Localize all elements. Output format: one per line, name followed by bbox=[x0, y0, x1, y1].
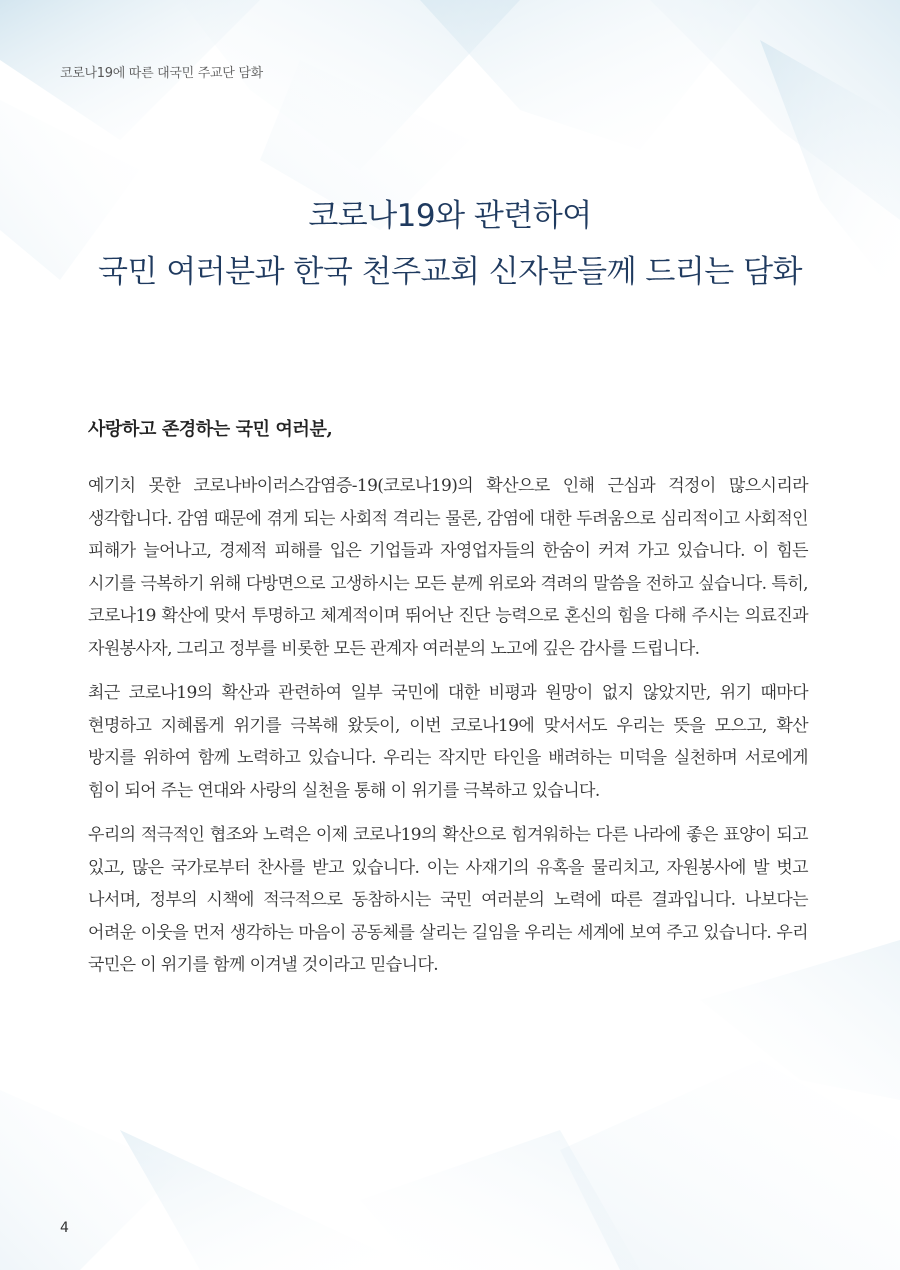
title-line-1: 코로나19와 관련하여 bbox=[308, 198, 592, 234]
document-title bbox=[0, 188, 900, 300]
body-content bbox=[88, 410, 808, 994]
paragraph-3: 우리의 적극적인 협조와 노력은 이제 코로나19의 확산으로 힘겨워하는 다른 나라에 좋은 표양이 되고 있고, 많은 국가로부터 찬사를 받고 있습니다. 이는 사재기의 유혹을 물리치고, 자원봉사에 발 벗고 나서며, 정부의 시책에 적극적으로 동참하시는 국민 여러분의 노력에 따른 결과입니다. 나보다는 어려운 이웃을 먼저 생각하는 마음이 공동체를 살리는 길임을 우리는 세계에 보여 주고 있습니다. 우리 국민은 이 위기를 함께 이겨낼 것이라고 믿습니다. bbox=[88, 825, 808, 975]
paragraph-1: 예기치 못한 코로나바이러스감염증-19(코로나19)의 확산으로 인해 근심과 걱정이 많으시리라 생각합니다. 감염 때문에 겪게 되는 사회적 격리는 물론, 감염에 대한 두려움으로 심리적이고 사회적인 피해가 늘어나고, 경제적 피해를 입은 기업들과 자영업자들의 한숨이 커져 가고 있습니다. 이 힘든 시기를 극복하기 위해 다방면으로 고생하시는 모든 분께 위로와 격려의 말씀을 전하고 싶습니다. 특히, 코로나19 확산에 맞서 투명하고 체계적이며 뛰어난 진단 능력으로 혼신의 힘을 다해 주시는 의료진과 자원봉사자, 그리고 정부를 비롯한 모든 관계자 여러분의 노고에 깊은 감사를 드립니다. bbox=[88, 476, 808, 659]
title-line-2: 국민 여러분과 한국 천주교회 신자분들께 드리는 담화 bbox=[98, 254, 802, 290]
page-number: 4 bbox=[60, 1220, 69, 1236]
paragraph-2: 최근 코로나19의 확산과 관련하여 일부 국민에 대한 비평과 원망이 없지 않았지만, 위기 때마다 현명하고 지혜롭게 위기를 극복해 왔듯이, 이번 코로나19에 맞서서도 우리는 뜻을 모으고, 확산 방지를 위하여 함께 노력하고 있습니다. 우리는 작지만 타인을 배려하는 미덕을 실천하며 서로에게 힘이 되어 주는 연대와 사랑의 실천을 통해 이 위기를 극복하고 있습니다. bbox=[88, 683, 808, 801]
running-header: 코로나19에 따른 대국민 주교단 담화 bbox=[60, 66, 263, 81]
salutation: 사랑하고 존경하는 국민 여러분, bbox=[88, 419, 333, 440]
